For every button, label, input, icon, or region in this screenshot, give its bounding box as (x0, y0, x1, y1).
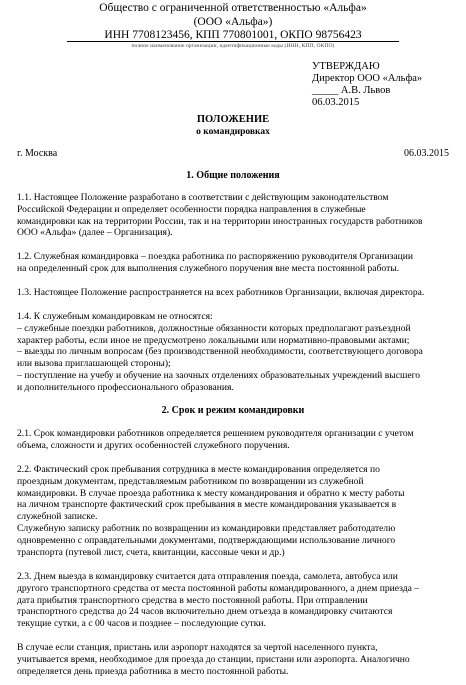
paragraph-1-2 (17, 251, 449, 275)
org-short-name: (ООО «Альфа») (193, 16, 273, 28)
place-date-row (17, 148, 449, 159)
paragraph-line: 1.1. Настоящее Положение разработано в соответствии с действующим законодательством (17, 192, 389, 203)
paragraph-line: – выезды по личным вопросам (без производственной необходимости, соответствующего договора (17, 346, 423, 358)
approval-word: УТВЕРЖДАЮ (312, 61, 380, 72)
paragraph-line: одновременно с оправдательными документами, подтверждающими использование личного (17, 534, 396, 546)
paragraph-line: другого транспортного средства от места постоянной работы командированного, а днем приезда – (17, 582, 420, 594)
paragraph-line: характер работы, если иное не предусмотрено локальными или нормативно-правовыми актами; (17, 334, 410, 346)
paragraph-line: 1.3. Настоящее Положение распространяется на всех работников Организации, включая директора. (17, 287, 425, 298)
paragraph-line: объема, сложности и других особенностей служебного поручения. (17, 439, 290, 451)
paragraph-line: учитывается время, необходимое для проезда до станции, пристани или аэропорта. Аналогично (17, 653, 410, 665)
paragraph-line: 2.1. Срок командировки работников определяется решением руководителя организации с учетом (17, 428, 414, 439)
section-heading-2: 2. Срок и режим командировки (161, 405, 305, 416)
paragraph-line: текущие сутки, а с 00 часов и позднее – последующие сутки. (17, 618, 266, 630)
header-caption: полное наименование организации, идентификационные коды (ИНН, КПП, ОКПО) (131, 43, 335, 49)
document-date: 06.03.2015 (404, 148, 449, 159)
paragraph-2-3 (17, 571, 449, 630)
paragraph-1-1 (17, 192, 449, 239)
paragraph-line: на личном транспорте фактический срок пребывания в месте командирования указывается в (17, 499, 397, 511)
approval-signature: _____ А.В. Львов (312, 85, 391, 96)
paragraph-2-1 (17, 428, 449, 452)
city: г. Москва (17, 148, 58, 159)
paragraph-line: Российской Федерации и определяет особенности порядка направления в служебные (17, 203, 366, 215)
paragraph-1-3 (17, 287, 449, 299)
paragraph-line: – поступление на учебу и обучение на заочных отделениях образовательных учреждений высшего (17, 369, 421, 381)
paragraph-line: командировки. В случае проезда работника к месту командирования и обратно к месту работы (17, 487, 405, 499)
paragraph-line: ООО «Альфа» (далее – Организация). (17, 227, 173, 239)
section-heading-1: 1. Общие положения (186, 170, 280, 181)
paragraph-line: – служебные поездки работников, должностные обязанности которых предполагают разъездной (17, 322, 411, 334)
paragraph-line: командировки как на территории России, так и на территории иностранных государств работников (17, 215, 423, 227)
paragraph-line: проездным документам, представляемым работником по возвращении из служебной (17, 475, 364, 487)
approval-position: Директор ООО «Альфа» (312, 73, 423, 84)
paragraph-line: определяется день приезда работника в место постоянной работы. (17, 665, 289, 677)
paragraph-line: 2.3. Днем выезда в командировку считается дата отправления поезда, самолета, автобуса или (17, 571, 398, 582)
org-name: Общество с ограниченной ответственностью «Альфа» (99, 2, 367, 14)
paragraph-line: В случае если станция, пристань или аэропорт находятся за чертой населенного пункта, (17, 642, 378, 653)
paragraph-line: или вызова приглашающей стороны); (17, 358, 171, 370)
header-divider (67, 41, 399, 42)
paragraph-line: 1.2. Служебная командировка – поездка работника по распоряжению руководителя Организации (17, 251, 414, 262)
paragraph-line: дата прибытия транспортного средства в место постоянной работы. При отправлении (17, 594, 368, 606)
paragraph-line: транспорта (путевой лист, счета, квитанции, кассовые чеки и др.) (17, 546, 285, 558)
paragraph-line: 1.4. К служебным командировкам не относятся: (17, 311, 213, 322)
paragraph-2-4 (17, 642, 449, 677)
paragraph-line: служебной записке. (17, 511, 98, 523)
paragraph-line: транспортного средства до 24 часов включительно днем отъезда в командировку считаются (17, 606, 393, 618)
paragraph-line: 2.2. Фактический срок пребывания сотрудника в месте командирования определяется по (17, 464, 380, 475)
paragraph-line: Служебную записку работник по возвращении из командировки представляет работодателю (17, 522, 396, 534)
document-subtitle: о командировках (196, 127, 270, 137)
paragraph-line: на определенный срок для выполнения служебного поручения вне места постоянной работы. (17, 262, 400, 274)
approval-date: 06.03.2015 (312, 97, 360, 108)
paragraph-2-2 (17, 464, 449, 558)
document-title: ПОЛОЖЕНИЕ (196, 114, 270, 125)
paragraph-line: и дополнительного профессионального образования. (17, 381, 234, 393)
org-codes: ИНН 7708123456, КПП 770801001, ОКПО 98756423 (104, 29, 362, 41)
paragraph-1-4 (17, 311, 449, 394)
